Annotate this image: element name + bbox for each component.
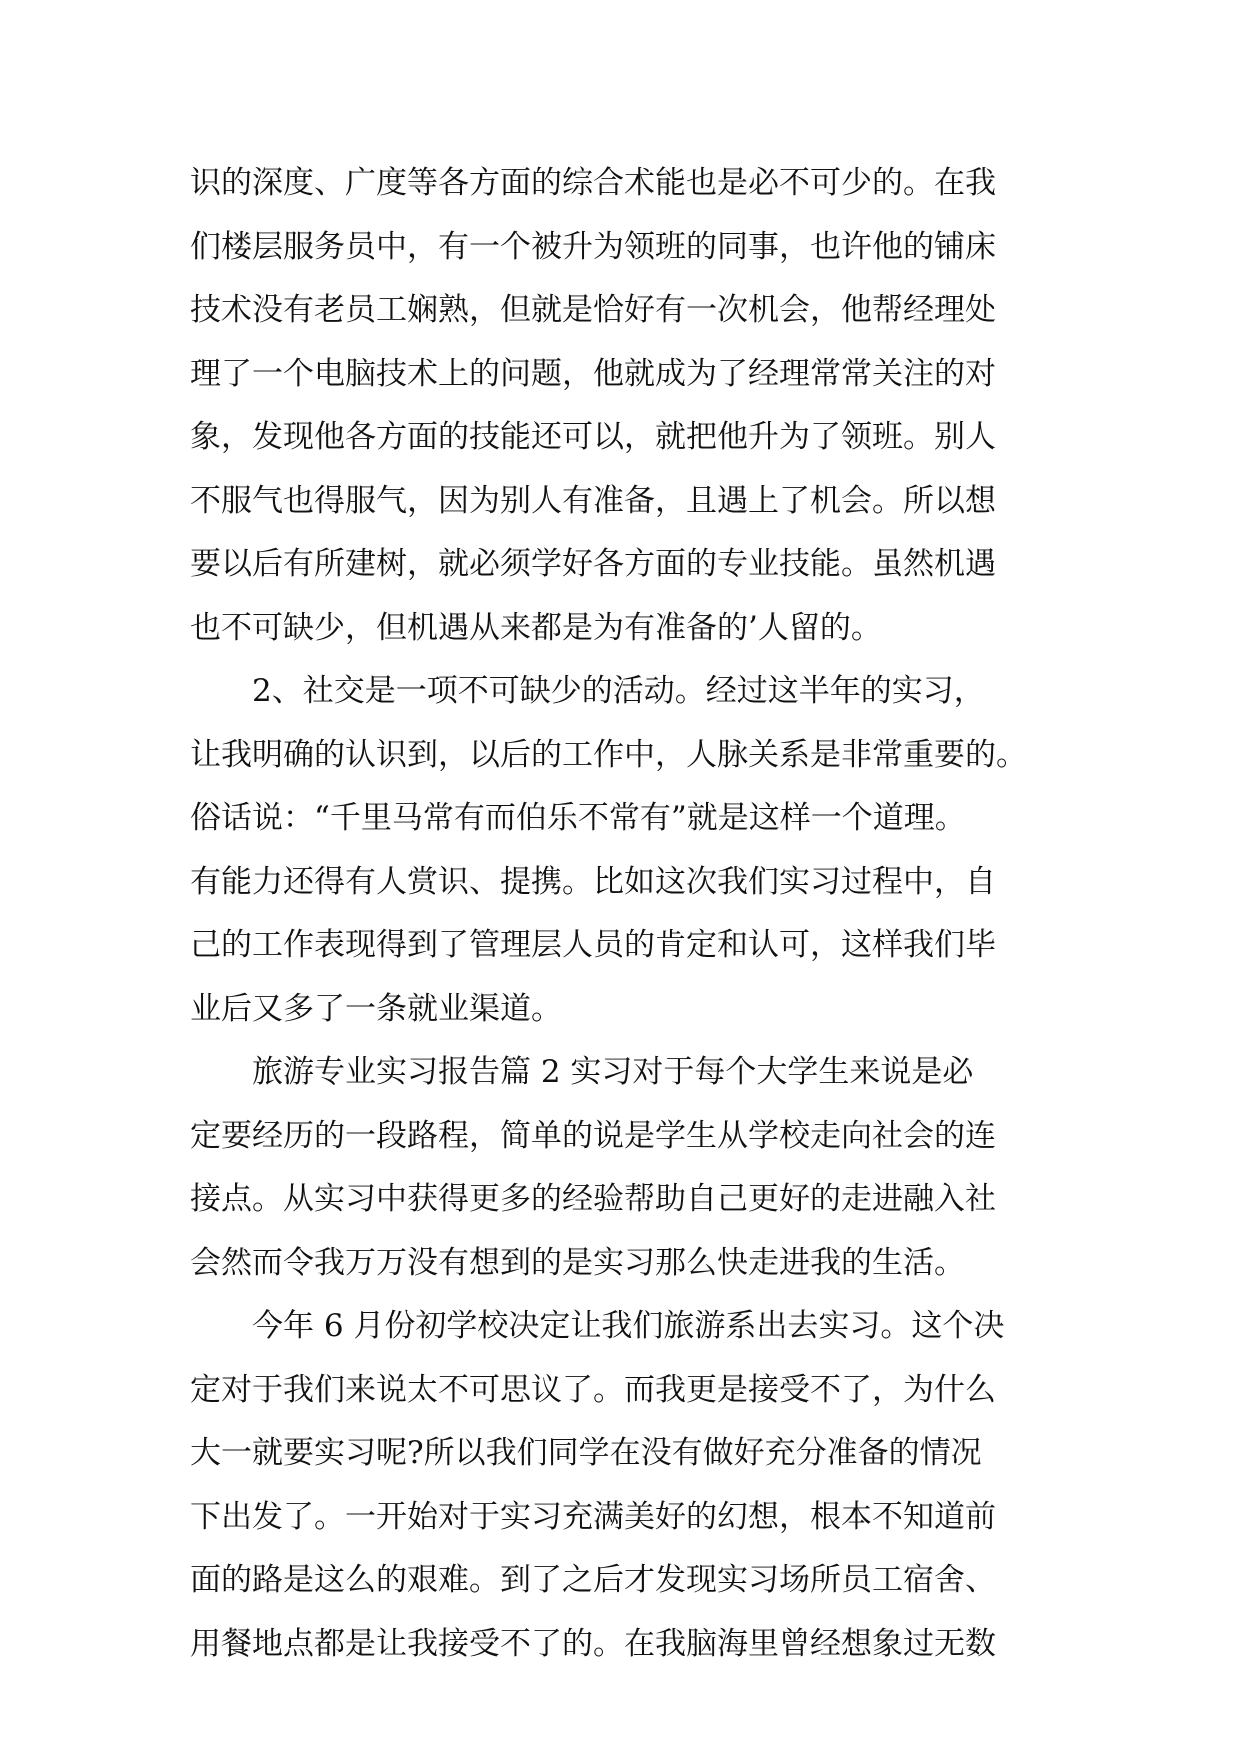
text-line: 让我明确的认识到，以后的工作中，人脉关系是非常重要的。: [190, 736, 1027, 773]
text-line: 也不可缺少，但机遇从来都是为有准备的’人留的。: [190, 609, 882, 646]
text-line: 接点。从实习中获得更多的经验帮助自己更好的走进融入社: [190, 1181, 996, 1217]
paragraph-start-line: 今年 6 月份初学校决定让我们旅游系出去实习。这个决: [252, 1308, 1005, 1344]
text-line: 象，发现他各方面的技能还可以，就把他升为了领班。别人: [190, 419, 996, 455]
text-line: 业后又多了一条就业渠道。: [190, 990, 562, 1027]
text-line: 不服气也得服气，因为别人有准备，且遇上了机会。所以想: [190, 482, 996, 519]
body-text: [190, 152, 1060, 1676]
text-line: 大一就要实习呢?所以我们同学在没有做好充分准备的情况: [190, 1435, 982, 1471]
paragraph-start-line: 2、社交是一项不可缺少的活动。经过这半年的实习，: [252, 673, 985, 709]
text-line: 面的路是这么的艰难。到了之后才发现实习场所员工宿舍、: [190, 1562, 996, 1598]
text-line: 用餐地点都是让我接受不了的。在我脑海里曾经想象过无数: [190, 1625, 996, 1662]
paragraph-start-line: 旅游专业实习报告篇 2 实习对于每个大学生来说是必: [252, 1054, 974, 1090]
text-line: 识的深度、广度等各方面的综合术能也是必不可少的。在我: [190, 165, 996, 201]
text-line: 要以后有所建树，就必须学好各方面的专业技能。虽然机遇: [190, 546, 996, 582]
text-line: 己的工作表现得到了管理层人员的肯定和认可，这样我们毕: [190, 927, 996, 963]
text-line: 定要经历的一段路程，简单的说是学生从学校走向社会的连: [190, 1117, 996, 1154]
text-line: 们楼层服务员中，有一个被升为领班的同事，也许他的铺床: [190, 228, 996, 265]
text-line: 技术没有老员工娴熟，但就是恰好有一次机会，他帮经理处: [190, 292, 996, 328]
text-line: 有能力还得有人赏识、提携。比如这次我们实习过程中，自: [190, 863, 996, 900]
text-line: 定对于我们来说太不可思议了。而我更是接受不了，为什么: [190, 1371, 996, 1408]
text-line: 下出发了。一开始对于实习充满美好的幻想，根本不知道前: [190, 1498, 996, 1535]
text-line: 会然而令我万万没有想到的是实习那么快走进我的生活。: [190, 1244, 965, 1281]
text-line: 俗话说：“千里马常有而伯乐不常有”就是这样一个道理。: [190, 800, 966, 836]
text-line: 理了一个电脑技术上的问题，他就成为了经理常常关注的对: [190, 355, 996, 392]
